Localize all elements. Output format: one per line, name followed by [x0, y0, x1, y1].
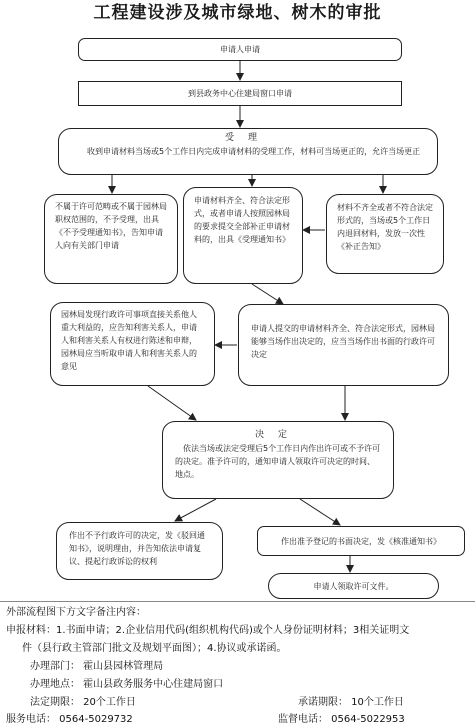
step-grant-label: 作出准予登记的书面决定，发《核准通知书》	[281, 536, 441, 546]
step-decide-now	[238, 304, 449, 386]
notes-section	[0, 604, 475, 728]
step-reject-label: 不属于许可范畴或不属于园林局职权范围的，不予受理，出具《不予受理通知书》，告知申请人向有关部门申请	[55, 202, 167, 250]
step-incomplete	[326, 194, 444, 274]
step-accept-title: 受理	[224, 133, 271, 143]
step-apply	[78, 38, 402, 61]
arrow-accepted-decidenow	[252, 284, 283, 304]
step-decide-now-label: 申请人提交的申请材料齐全、符合法定形式，园林局能够当场作出决定的，应当当场作出书面的行政许可决定	[251, 324, 435, 359]
notes-supervise-phone: 监督电话： 0564-5022953	[278, 714, 405, 725]
notes-heading: 外部流程图下方文字备注内容：	[6, 607, 146, 618]
notes-dept: 办理部门： 霍山县园林管理局	[30, 661, 164, 672]
step-deny-label: 作出不予行政许可的决定，发《驳回通知书》，说明理由，并告知依法申请复议、提起行政诉讼的权利	[69, 531, 205, 566]
step-accepted	[183, 187, 303, 284]
notes-location: 办理地点： 霍山县政务服务中心住建局窗口	[30, 679, 224, 690]
step-accept-body: 收到申请材料当场或5个工作日内完成申请材料的受理工作，材料可当场更正的，允许当场更正	[87, 147, 421, 156]
step-interest-label: 园林局发现行政许可事项直接关系他人重大利益的，应告知利害关系人，申请人和利害关系人有权进行陈述和申辩，园林局应当听取申请人和利害关系人的意见	[61, 310, 197, 371]
step-decision	[162, 421, 394, 499]
arrow-decision-grant	[300, 499, 340, 525]
step-incomplete-label: 材料不齐全或者不符合法定形式的，当场或5个工作日内退回材料，发放一次性《补正告知》	[337, 203, 433, 251]
page-title: 工程建设涉及城市绿地、树木的审批	[93, 3, 382, 23]
arrow-decision-deny	[175, 499, 216, 521]
step-deny	[56, 522, 223, 580]
step-window-label: 到县政务中心住建局窗口申请	[188, 89, 292, 98]
step-apply-label: 申请人申请	[220, 45, 260, 54]
notes-promise-limit: 承诺期限： 10个工作日	[298, 697, 404, 708]
step-grant	[257, 526, 465, 556]
notes-legal-limit: 法定期限： 20个工作日	[30, 697, 136, 708]
step-decision-body: 依法当场或法定受理后5个工作日内作出许可或不予许可的决定。准予许可的，通知申请人领取许可决定的时间、地点。	[175, 444, 381, 479]
notes-divider	[0, 601, 475, 602]
step-accept	[58, 128, 438, 175]
step-decision-title: 决定	[254, 430, 301, 440]
arrow-interest-decision	[148, 386, 196, 420]
notes-materials-line2: 件（县行政主管部门批文及规划平面图）；4.协议或承诺函。	[22, 643, 287, 654]
notes-materials-line1: 申报材料：1.书面申请；2.企业信用代码(组织机构代码)或个人身份证明材料；3相关证明文	[6, 625, 410, 636]
notes-service-phone: 服务电话： 0564-5029732	[6, 714, 133, 725]
step-window	[78, 81, 402, 106]
step-reject	[44, 194, 178, 284]
step-collect-label: 申请人领取许可文件。	[313, 581, 394, 591]
step-collect	[268, 573, 439, 599]
step-interest	[50, 302, 215, 386]
step-accepted-label: 申请材料齐全、符合法定形式，或者申请人按照园林局的要求提交全部补正申请材料的，出具《受理通知书》	[194, 196, 290, 244]
